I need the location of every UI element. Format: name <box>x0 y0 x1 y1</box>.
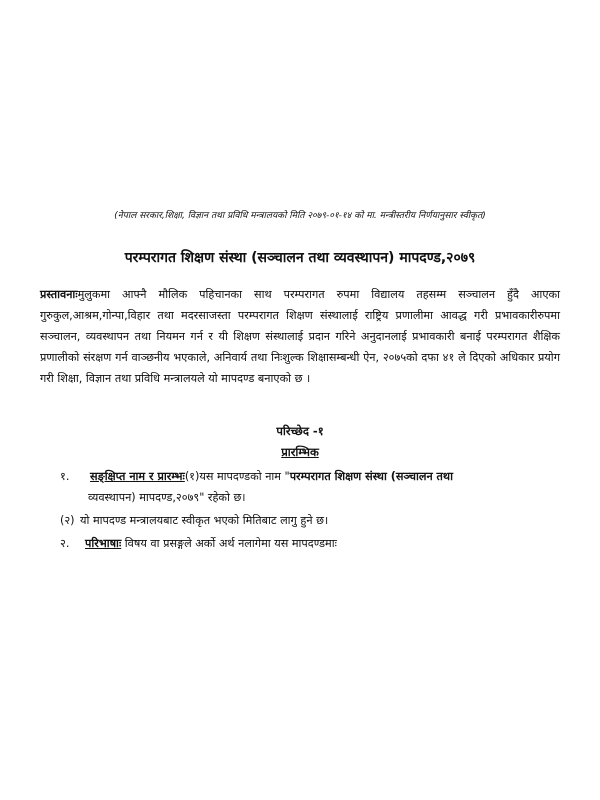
clause-text-before: यस मापदण्डको नाम " <box>199 470 290 483</box>
clause-text: यो मापदण्ड मन्त्रालयबाट स्वीकृत भएको मितिबाट लागु हुने छ। <box>80 514 329 527</box>
clause-heading: परिभाषाः <box>85 537 122 550</box>
clause-number: (२) <box>60 514 75 527</box>
clause-number: २. <box>60 537 70 550</box>
clause-1-sub-2 <box>60 510 560 532</box>
preamble-label: प्रस्तावनाः <box>40 288 78 301</box>
clause-heading: सङ्क्षिप्त नाम र प्रारम्भः <box>90 470 185 483</box>
clause-subnumber: (१) <box>184 470 200 483</box>
approval-note: (नेपाल सरकार,शिक्षा, विज्ञान तथा प्रविधि मन्त्रालयको मिति २०७९-०१-१४ को मा. मन्त्रीस्तरीय निर्णयानुसार स्वीकृत) <box>114 211 486 221</box>
clause-highlight-line2: व्यवस्थापन) मापदण्ड,२०७९ <box>88 491 200 504</box>
chapter-name: प्रारम्भिक <box>281 445 319 459</box>
clause-text-after: " रहेको छ। <box>199 491 246 504</box>
preamble-text: मुलुकमा आफ्नै मौलिक पहिचानका साथ परम्परागत रुपमा विद्यालय तहसम्म सञ्चालन हुँदै आएका गुरुकुल,आश्रम,गोन्पा,विहार तथा मदरसाजस्ता परम्परागत शिक्षण संस्थालाई राष्ट्रिय प्रणालीमा आवद्ध गरी प्रभावकारीरुपमा सञ्चालन, व्यवस्थापन तथा नियमन गर्न र यी शिक्षण संस्थालाई प्रदान गरिने अनुदानलाई प्रभावकारी बनाई परम्परागत शैक्षिक प्रणालीको संरक्षण गर्न वाञ्छनीय भएकाले, अनिवार्य तथा निःशुल्क शिक्षासम्बन्धी ऐन, २०७५को दफा ४१ ले दिएको अधिकार प्रयोग गरी शिक्षा, विज्ञान तथा प्रविधि मन्त्रालयले यो मापदण्ड बनाएको छ । <box>40 288 560 385</box>
preamble <box>40 284 560 389</box>
document-title: परम्परागत शिक्षण संस्था (सञ्चालन तथा व्यवस्थापन) मापदण्ड,२०७९ <box>124 250 476 266</box>
clause-body <box>90 466 453 487</box>
clause-text: विषय वा प्रसङ्गले अर्को अर्थ नलागेमा यस मापदण्डमाः <box>124 537 337 550</box>
clause-body <box>85 533 337 554</box>
clause-2 <box>60 533 560 555</box>
clause-number: १. <box>60 470 70 483</box>
clause-1-continuation <box>88 487 246 508</box>
chapter-heading: परिच्छेद -१ <box>276 424 324 438</box>
clause-highlight-line1: परम्परागत शिक्षण संस्था (सञ्चालन तथा <box>289 470 453 483</box>
